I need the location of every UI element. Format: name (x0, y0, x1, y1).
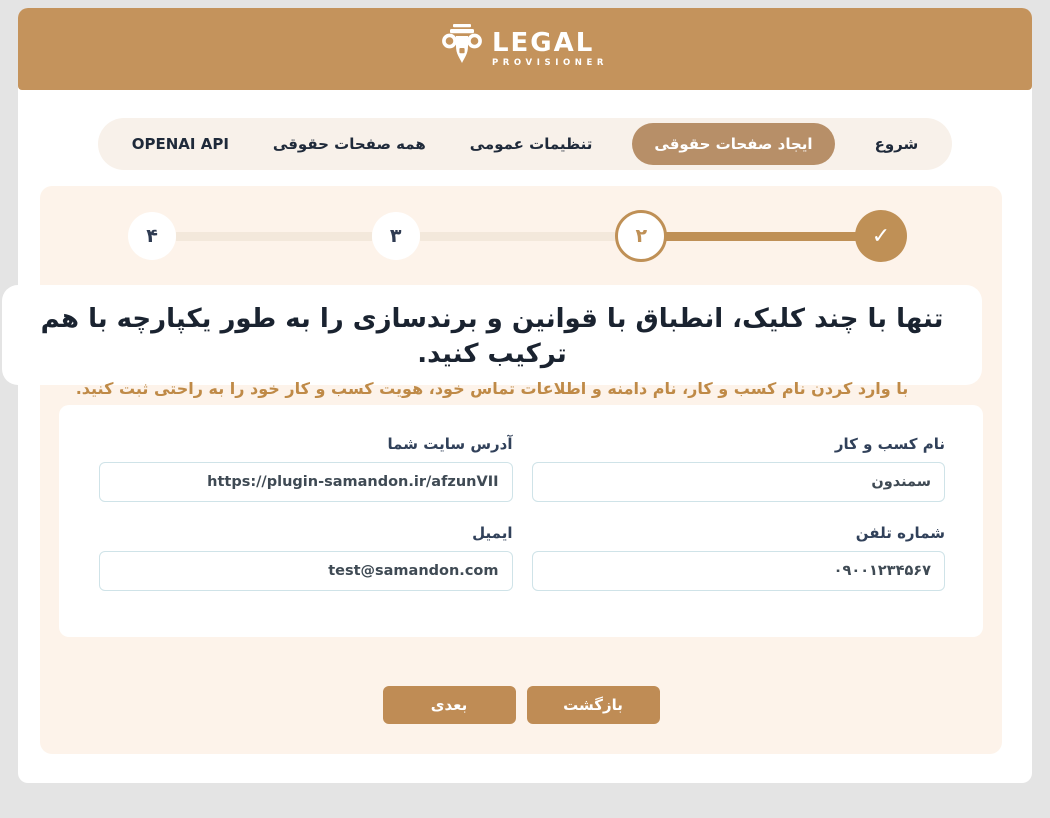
tab-bar (98, 118, 952, 170)
tab-all-legal-pages[interactable]: همه صفحات حقوقی (272, 135, 426, 153)
app-header (18, 8, 1032, 90)
logo-text (492, 30, 608, 68)
column-capital-icon (442, 24, 482, 74)
step-3-upcoming: ۳ (372, 212, 420, 260)
main-card (18, 8, 1032, 783)
hero-box (2, 285, 982, 399)
hero-title: تنها با چند کلیک، انطباق با قوانین و برندسازی را به طور یکپارچه با هم ترکیب کنید. (40, 304, 944, 370)
phone-number-input[interactable] (532, 551, 946, 591)
business-info-form (59, 405, 983, 637)
tab-start[interactable]: شروع (874, 135, 919, 153)
field-phone-number (532, 524, 946, 591)
step-4-upcoming: ۴ (128, 212, 176, 260)
step-2-current: ۲ (615, 210, 667, 262)
logo (442, 24, 608, 74)
back-button[interactable]: بازگشت (527, 686, 660, 724)
business-name-label: نام کسب و کار (834, 435, 945, 453)
logo-title: LEGAL (491, 28, 595, 59)
wizard-panel (40, 186, 1002, 754)
tab-openai-api[interactable]: OPENAI API (131, 135, 229, 153)
site-address-input[interactable] (99, 462, 513, 502)
tab-general-settings[interactable]: تنظیمات عمومی (469, 135, 593, 153)
step-1-completed (855, 210, 907, 262)
business-name-input[interactable] (532, 462, 946, 502)
tab-create-legal-pages[interactable]: ایجاد صفحات حقوقی (632, 123, 834, 165)
checkmark-icon: ✓ (871, 223, 891, 249)
email-label: ایمیل (472, 524, 513, 542)
wizard-actions (40, 686, 1002, 724)
step-connector-active (663, 232, 859, 241)
phone-number-label: شماره تلفن (855, 524, 945, 542)
site-address-label: آدرس سایت شما (387, 435, 513, 453)
step-connector (176, 232, 372, 241)
step-progress (40, 210, 1002, 262)
email-input[interactable] (99, 551, 513, 591)
logo-subtitle: PROVISIONER (491, 58, 609, 69)
field-email (99, 524, 513, 591)
next-button[interactable]: بعدی (383, 686, 516, 724)
hero-subtitle: با وارد کردن نام کسب و کار، نام دامنه و اطلاعات تماس خود، هویت کسب و کار خود را به راحتی ثبت کنید. (75, 379, 909, 399)
step-connector (420, 232, 616, 241)
field-site-address (99, 435, 513, 502)
field-business-name (532, 435, 946, 502)
